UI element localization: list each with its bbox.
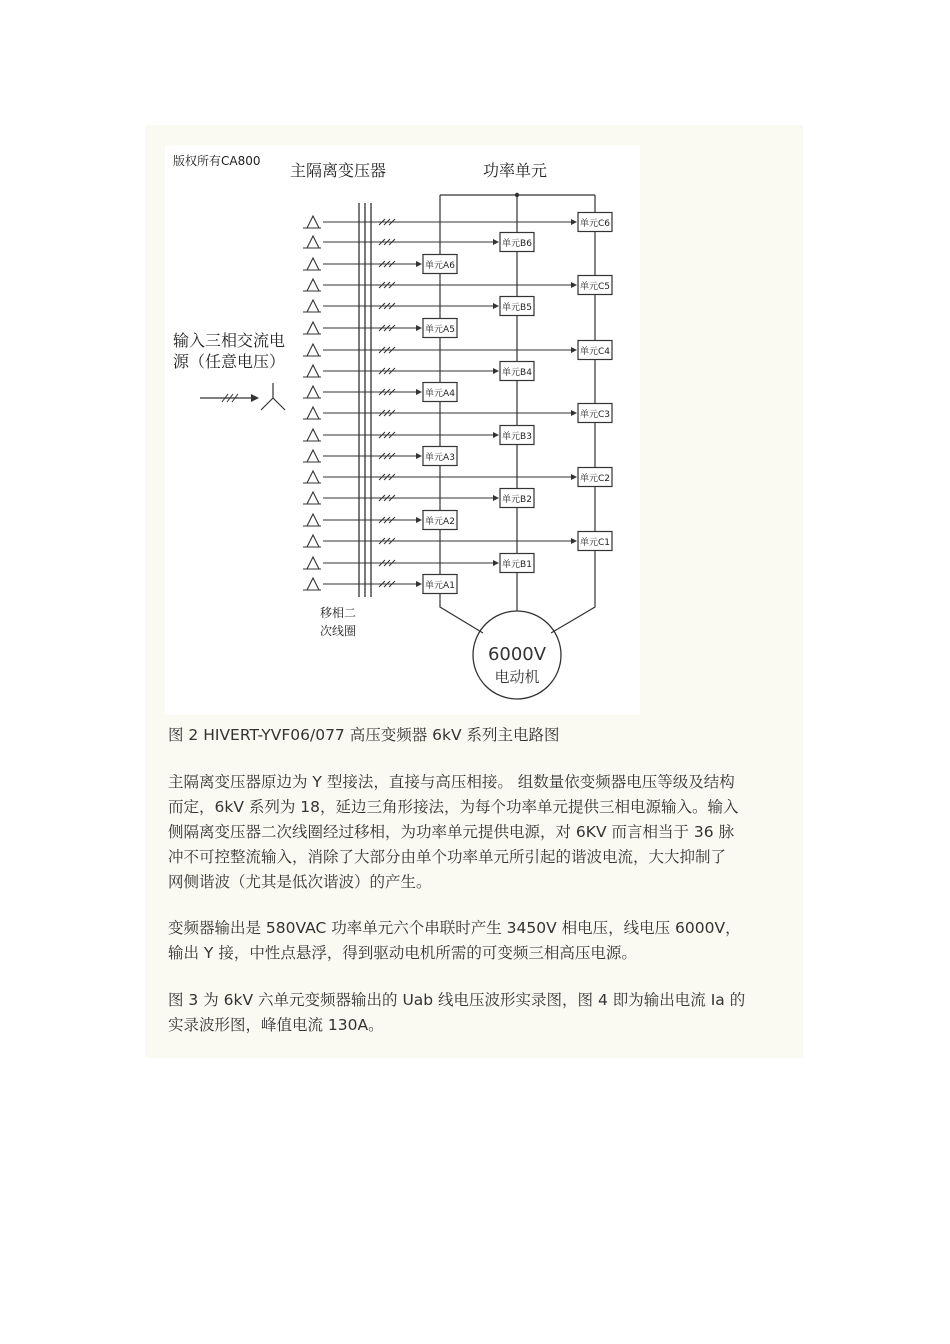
- winding-symbol: [303, 407, 321, 419]
- unit-label-b6: 单元B6: [502, 239, 532, 249]
- phase-ticks: [379, 517, 395, 523]
- winding-symbol: [303, 300, 321, 312]
- feed-arrow: [493, 432, 499, 438]
- unit-label-a5: 单元A5: [425, 325, 455, 335]
- text-line: 而定，6kV 系列为 18，延边三角形接法，为每个功率单元提供三相电源输入。输入: [168, 798, 739, 816]
- feed-arrow: [416, 453, 422, 459]
- text-line: 冲不可控整流输入，消除了大部分由单个功率单元所引起的谐波电流，大大抑制了: [168, 848, 727, 866]
- motor-label: 电动机: [494, 668, 540, 686]
- feed-arrow: [416, 517, 422, 523]
- unit-label-b2: 单元B2: [502, 495, 532, 505]
- phase-ticks: [379, 282, 395, 288]
- winding-symbol: [303, 322, 321, 334]
- text-line: 实录波形图，峰值电流 130A。: [168, 1016, 384, 1034]
- unit-label-a6: 单元A6: [425, 261, 455, 271]
- unit-label-b4: 单元B4: [502, 368, 532, 378]
- phase-ticks: [379, 303, 395, 309]
- unit-label-b3: 单元B3: [502, 432, 532, 442]
- winding-symbol: [303, 236, 321, 248]
- winding-symbol: [303, 344, 321, 356]
- text-line: 网侧谐波（尤其是低次谐波）的产生。: [168, 873, 432, 891]
- unit-label-c2: 单元C2: [579, 474, 611, 484]
- phase-ticks: [379, 560, 395, 566]
- copyright-text: 版权所有CA800: [173, 154, 261, 168]
- winding-symbol: [303, 365, 321, 377]
- winding-symbol: [303, 216, 321, 228]
- feed-arrow: [571, 219, 577, 225]
- wye-symbol: [261, 383, 285, 410]
- winding-symbol: [303, 429, 321, 441]
- unit-label-c3: 单元C3: [579, 410, 611, 420]
- phase-ticks: [379, 495, 395, 501]
- output-a: [440, 597, 483, 633]
- feed-arrow: [416, 261, 422, 267]
- text-line: 输出 Y 接，中性点悬浮，得到驱动电机所需的可变频三相高压电源。: [168, 944, 637, 962]
- feed-arrow: [416, 325, 422, 331]
- input-label-line2: 源（任意电压）: [173, 352, 286, 371]
- phase-ticks: [379, 538, 395, 544]
- phase-ticks: [379, 410, 395, 416]
- winding-symbol: [303, 492, 321, 504]
- feed-arrow: [416, 389, 422, 395]
- winding-symbol: [303, 258, 321, 270]
- figure-caption: 图 2 HIVERT-YVF06/077 高压变频器 6kV 系列主电路图: [168, 726, 560, 744]
- feed-arrow: [493, 495, 499, 501]
- output-c: [551, 597, 595, 633]
- unit-label-a4: 单元A4: [425, 389, 455, 399]
- secondary-label-line2: 次线圈: [320, 624, 357, 638]
- feed-arrow: [571, 410, 577, 416]
- paragraph-2: [168, 916, 788, 966]
- transformer-title: 主隔离变压器: [290, 161, 387, 180]
- unit-label-c1: 单元C1: [579, 538, 611, 548]
- feed-arrow: [416, 581, 422, 587]
- input-label-line1: 输入三相交流电: [173, 331, 286, 350]
- feed-arrow: [571, 474, 577, 480]
- text-line: 图 3 为 6kV 六单元变频器输出的 Uab 线电压波形实录图，图 4 即为输出电流 Ia 的: [168, 991, 746, 1009]
- feed-arrow: [571, 347, 577, 353]
- unit-label-a1: 单元A1: [425, 581, 455, 591]
- unit-label-b5: 单元B5: [502, 303, 532, 313]
- feed-arrow: [571, 538, 577, 544]
- text-line: 变频器输出是 580VAC 功率单元六个串联时产生 3450V 相电压，线电压 6000V，: [168, 919, 741, 937]
- feed-arrow: [493, 368, 499, 374]
- unit-label-c6: 单元C6: [579, 219, 611, 229]
- winding-symbol: [303, 578, 321, 590]
- motor-voltage: 6000V: [487, 644, 547, 665]
- secondary-label-line1: 移相二: [320, 606, 357, 620]
- winding-symbol: [303, 279, 321, 291]
- feed-arrow: [493, 239, 499, 245]
- input-phase-ticks: [222, 394, 238, 402]
- unit-label-a3: 单元A3: [425, 453, 455, 463]
- input-arrow: [251, 394, 259, 402]
- feed-arrow: [571, 282, 577, 288]
- winding-symbol: [303, 514, 321, 526]
- paragraph-3: [168, 988, 788, 1038]
- wiring: [200, 193, 595, 633]
- paragraph-1: [168, 770, 788, 895]
- winding-symbol: [303, 557, 321, 569]
- winding-symbol: [303, 450, 321, 462]
- phase-ticks: [379, 368, 395, 374]
- phase-ticks: [379, 261, 395, 267]
- phase-ticks: [379, 453, 395, 459]
- phase-ticks: [379, 389, 395, 395]
- power-unit-title: 功率单元: [483, 161, 548, 180]
- unit-label-c5: 单元C5: [579, 282, 611, 292]
- phase-ticks: [379, 325, 395, 331]
- text-line: 侧隔离变压器二次线圈经过移相，为功率单元提供电源，对 6KV 而言相当于 36 脉: [168, 823, 735, 841]
- phase-ticks: [379, 474, 395, 480]
- unit-label-c4: 单元C4: [579, 347, 611, 357]
- feed-arrow: [493, 560, 499, 566]
- unit-label-b1: 单元B1: [502, 560, 532, 570]
- phase-ticks: [379, 581, 395, 587]
- phase-ticks: [379, 239, 395, 245]
- phase-ticks: [379, 347, 395, 353]
- winding-symbol: [303, 386, 321, 398]
- winding-symbol: [303, 471, 321, 483]
- circuit-diagram: [165, 145, 640, 715]
- feed-arrow: [493, 303, 499, 309]
- phase-ticks: [379, 219, 395, 225]
- text-line: 主隔离变压器原边为 Y 型接法，直接与高压相接。 组数量依变频器电压等级及结构: [168, 773, 735, 791]
- winding-symbol: [303, 535, 321, 547]
- phase-ticks: [379, 432, 395, 438]
- unit-label-a2: 单元A2: [425, 517, 455, 527]
